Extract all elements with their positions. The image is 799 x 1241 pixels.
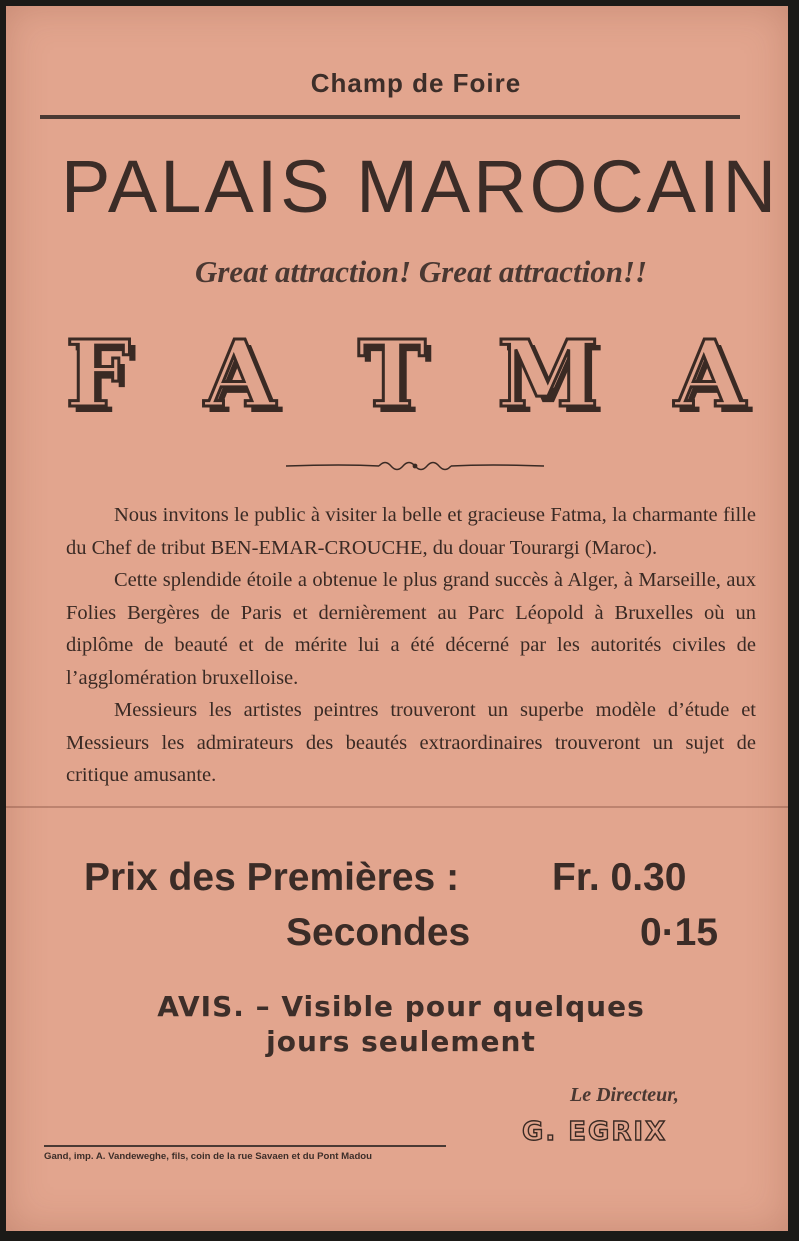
director-name: G. EGRIX: [522, 1117, 668, 1147]
first-class-price-label: Prix des Premières :: [84, 856, 460, 899]
main-title: PALAIS MAROCAIN: [61, 145, 780, 228]
headline-letter: F: [65, 320, 131, 428]
notice-line: jours seulement: [266, 1025, 536, 1058]
headline-letter: A: [204, 320, 276, 428]
fold-crease: [6, 806, 788, 808]
headline-letter: T: [357, 320, 427, 428]
ornament-divider: [284, 458, 546, 474]
paragraph: Cette splendide étoile a obtenue le plus grand succès à Alger, à Marseille, aux Folies Bergères de Paris et dernièrement au Parc Léopold à Bruxelles où un diplôme de beauté et de mérite lui a été décerné par les autorités civiles de l’agglomération bruxelloise.: [66, 569, 756, 689]
second-class-price-label: Secondes: [286, 911, 471, 954]
top-rule: [40, 115, 740, 119]
announcement-text: [66, 499, 756, 792]
printer-imprint: Gand, imp. A. Vandeweghe, fils, coin de la rue Savaen et du Pont Madou: [44, 1151, 373, 1162]
bottom-rule: [44, 1145, 446, 1147]
headline-fatma: [42, 320, 782, 434]
headline-letter: A: [674, 320, 746, 428]
second-class-price-value: 0·15: [640, 911, 719, 954]
poster-sheet: [6, 6, 788, 1231]
paragraph: Nous invitons le public à visiter la belle et gracieuse Fatma, la charmante fille du Chef de tribut BEN-EMAR-CROUCHE, du douar Tourargi (Maroc).: [66, 504, 756, 559]
tagline: Great attraction! Great attraction!!: [194, 254, 648, 289]
director-title: Le Directeur,: [570, 1084, 679, 1106]
notice: [6, 989, 788, 1059]
paragraph: Messieurs les artistes peintres trouveront un superbe modèle d’étude et Messieurs les admirateurs des beautés extraordinaires trouveront un sujet de critique amusante.: [66, 699, 756, 786]
headline-letter: M: [497, 320, 599, 428]
notice-line: AVIS. – Visible pour quelques: [157, 990, 645, 1023]
venue-heading: Champ de Foire: [310, 68, 522, 98]
first-class-price-value: Fr. 0.30: [552, 856, 687, 899]
